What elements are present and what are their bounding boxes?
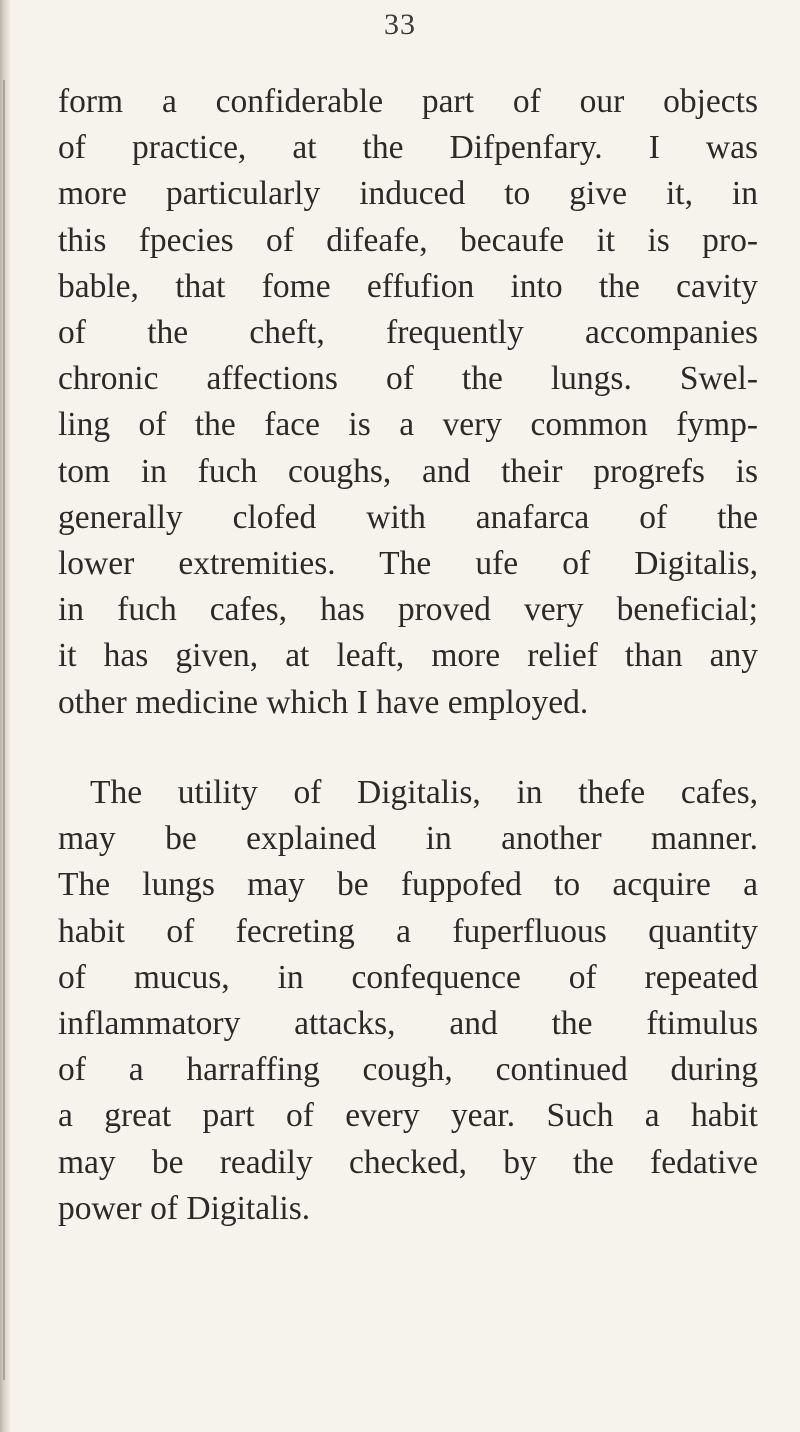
text-line: in fuch cafes, has proved very beneficial;: [58, 591, 758, 629]
text-line: of mucus, in confequence of repeated: [58, 958, 758, 996]
text-line: more particularly induced to give it, in: [58, 175, 758, 213]
text-line: inflammatory attacks, and the ftimulus: [58, 1005, 758, 1043]
text-line: lower extremities. The ufe of Digitalis,: [58, 545, 758, 583]
text-line: this fpecies of difeafe, becaufe it is pro-: [58, 221, 758, 259]
text-line: other medicine which I have employed.: [58, 683, 589, 721]
text-line: form a confiderable part of our objects: [58, 83, 758, 120]
text-line: tom in fuch coughs, and their progrefs is: [58, 452, 758, 490]
text-line: habit of fecreting a fuperfluous quantity: [58, 912, 758, 950]
binding-shadow: [3, 80, 5, 1380]
text-line: of the cheft, frequently accompanies: [58, 314, 758, 352]
text-line: of practice, at the Difpenfary. I was: [58, 129, 758, 167]
text-line: generally clofed with anafarca of the: [58, 498, 758, 536]
text-line: may be explained in another manner.: [58, 820, 758, 858]
text-line: chronic affections of the lungs. Swel-: [58, 360, 758, 398]
paragraph-2: [58, 770, 758, 1232]
text-line: may be readily checked, by the fedative: [58, 1143, 758, 1181]
text-line: it has given, at leaft, more relief than any: [58, 637, 758, 675]
text-line: of a harraffing cough, continued during: [58, 1051, 758, 1089]
text-line: ling of the face is a very common fymp-: [58, 406, 758, 444]
page-gutter: [0, 0, 10, 1432]
text-line: power of Digitalis.: [58, 1189, 311, 1227]
paragraph-1: [58, 79, 758, 726]
text-line: a great part of every year. Such a habit: [58, 1097, 758, 1135]
text-line: bable, that fome effufion into the cavity: [58, 267, 758, 305]
text-line: The utility of Digitalis, in thefe cafes,: [90, 774, 758, 811]
text-line: The lungs may be fuppofed to acquire a: [58, 866, 758, 904]
page-number: 33: [384, 8, 416, 41]
